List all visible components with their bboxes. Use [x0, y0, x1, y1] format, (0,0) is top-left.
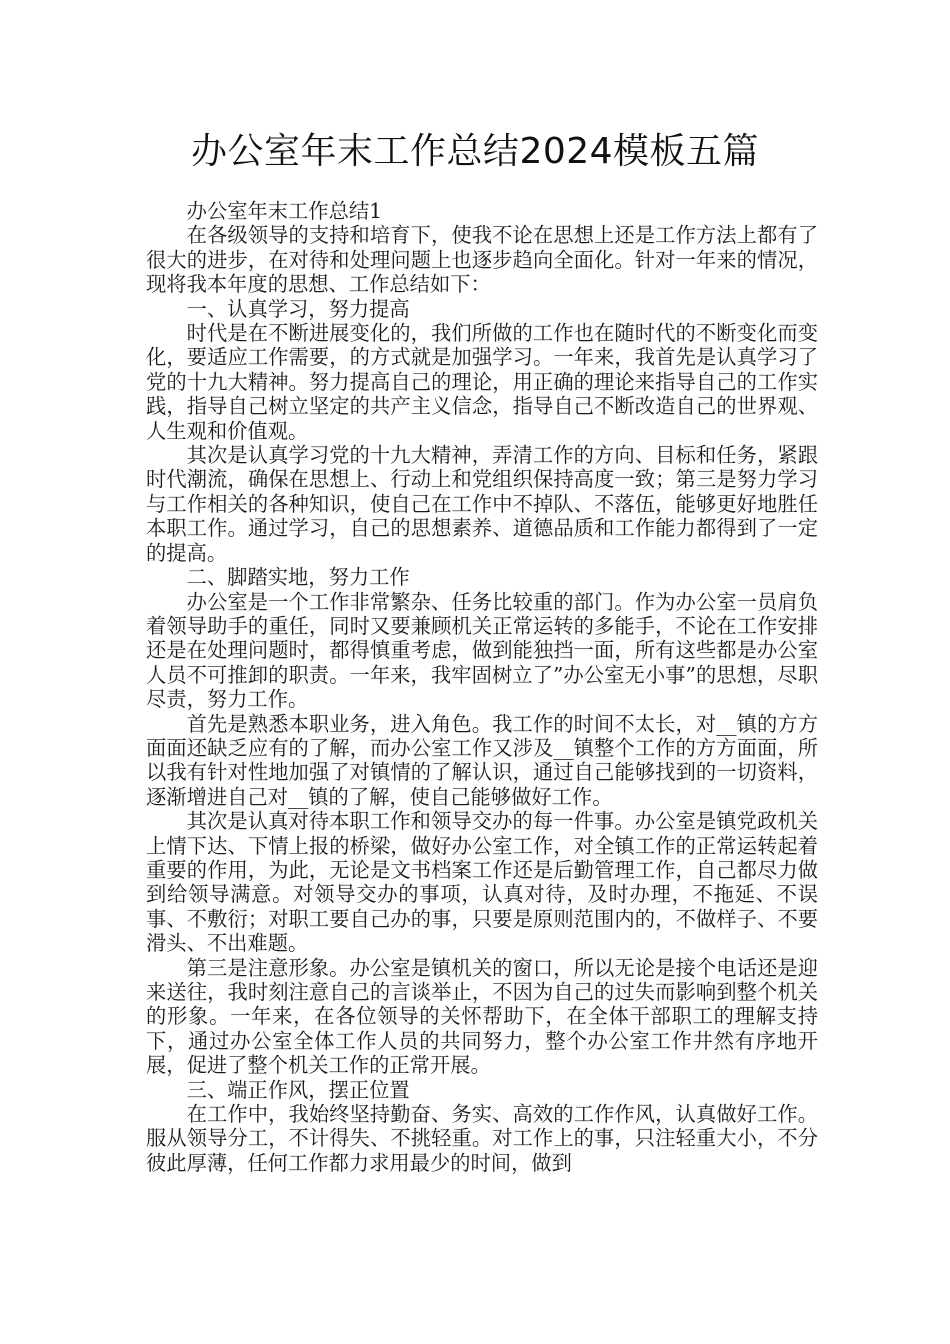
paragraph: 其次是认真学习党的十九大精神，弄清工作的方向、目标和任务，紧跟时代潮流，确保在思想上、行动上和党组织保持高度一致；第三是努力学习与工作相关的各种知识，使自己在工作中不掉队、不落伍，能够更好地胜任本职工作。通过学习，自己的思想素养、道德品质和工作能力都得到了一定的提高。	[146, 443, 818, 565]
paragraph: 首先是熟悉本职业务，进入角色。我工作的时间不太长，对__镇的方方面面还缺乏应有的了解，而办公室工作又涉及__镇整个工作的方方面面，所以我有针对性地加强了对镇情的了解认识，通过自己能够找到的一切资料，逐渐增进自己对__镇的了解，使自己能够做好工作。	[146, 711, 818, 809]
paragraph: 在各级领导的支持和培育下，使我不论在思想上还是工作方法上都有了很大的进步，在对待和处理问题上也逐步趋向全面化。针对一年来的情况，现将我本年度的思想、工作总结如下：	[146, 223, 818, 297]
document-body	[146, 199, 818, 1175]
paragraph: 在工作中，我始终坚持勤奋、务实、高效的工作作风，认真做好工作。服从领导分工，不计得失、不挑轻重。对工作上的事，只注轻重大小，不分彼此厚薄，任何工作都力求用最少的时间，做到	[146, 1102, 818, 1175]
section-title: 办公室年末工作总结1	[186, 199, 383, 223]
paragraph: 其次是认真对待本职工作和领导交办的每一件事。办公室是镇党政机关上情下达、下情上报的桥梁，做好办公室工作，对全镇工作的正常运转起着重要的作用，为此，无论是文书档案工作还是后勤管理工作，自己都尽力做到给领导满意。对领导交办的事项，认真对待，及时办理，不拖延、不误事、不敷衍；对职工要自己办的事，只要是原则范围内的，不做样子、不要滑头、不出难题。	[146, 809, 818, 956]
paragraph: 办公室是一个工作非常繁杂、任务比较重的部门。作为办公室一员肩负着领导助手的重任，同时又要兼顾机关正常运转的多能手，不论在工作安排还是在处理问题时，都得慎重考虑，做到能独挡一面，所有这些都是办公室人员不可推卸的职责。一年来，我牢固树立了”办公室无小事”的思想，尽职尽责，努力工作。	[146, 589, 818, 712]
paragraph: 第三是注意形象。办公室是镇机关的窗口，所以无论是接个电话还是迎来送往，我时刻注意自己的言谈举止，不因为自己的过失而影响到整个机关的形象。一年来，在各位领导的关怀帮助下，在全体干部职工的理解支持下，通过办公室全体工作人员的共同努力，整个办公室工作井然有序地开展，促进了整个机关工作的正常开展。	[146, 955, 818, 1078]
section-heading: 二、脚踏实地，努力工作	[186, 565, 410, 590]
paragraph: 时代是在不断进展变化的，我们所做的工作也在随时代的不断变化而变化，要适应工作需要，的方式就是加强学习。一年来，我首先是认真学习了党的十九大精神。努力提高自己的理论，用正确的理论来指导自己的工作实践，指导自己树立坚定的共产主义信念，指导自己不断改造自己的世界观、人生观和价值观。	[146, 321, 818, 443]
section-heading: 三、端正作风，摆正位置	[186, 1077, 410, 1102]
document-title: 办公室年末工作总结2024模板五篇	[190, 131, 760, 172]
section-heading: 一、认真学习，努力提高	[186, 296, 410, 321]
